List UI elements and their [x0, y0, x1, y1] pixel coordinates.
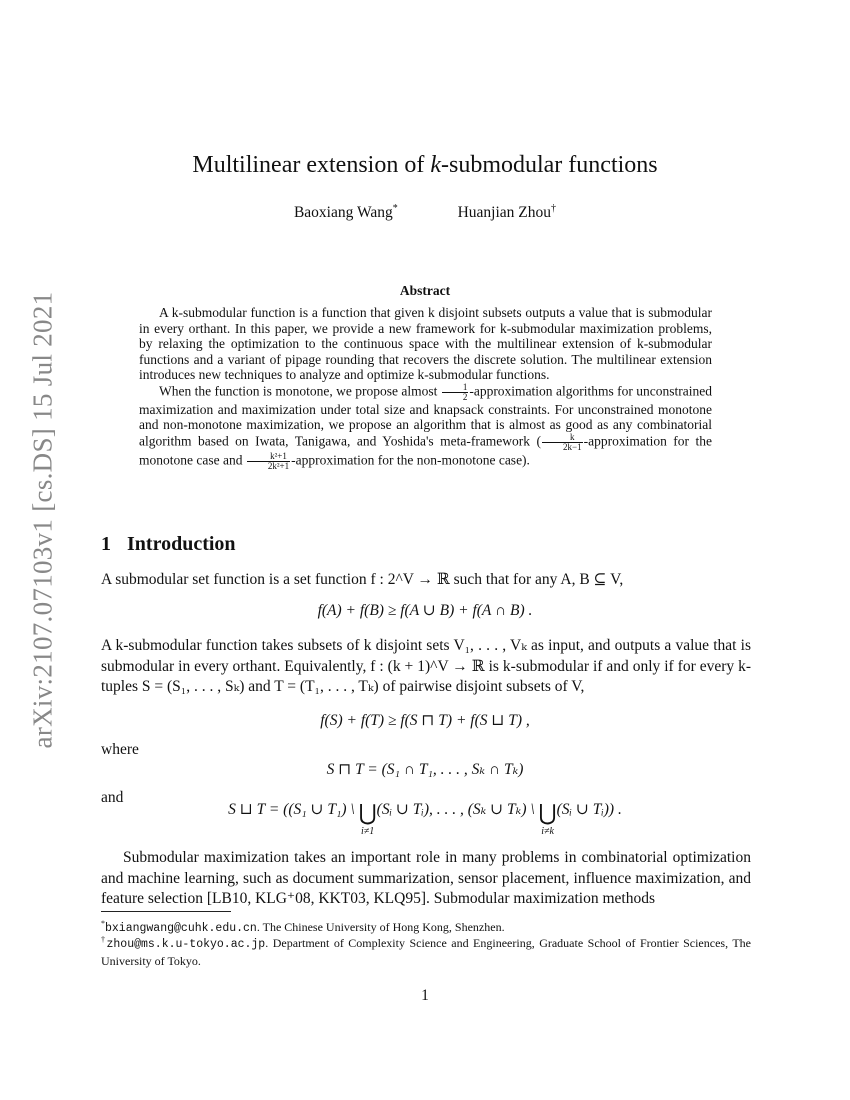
equation-join: S ⊔ T = ((S₁ ∪ T₁) \ ⋃ i≠1 (Sᵢ ∪ Tᵢ), . . . , (Sₖ ∪ Tₖ) \ ⋃ i≠k (Sᵢ ∪ Tᵢ)) . [228, 800, 622, 837]
fraction-k-over-2k-1: $\frac{k}{2k-1}$ [542, 433, 583, 452]
author-2: Huanjian Zhou† [457, 203, 557, 222]
fraction-nonmonotone: $\frac{\text{k²+1}}{\text{2k²+1}}$ [247, 452, 290, 471]
intro-paragraph-3: Submodular maximization takes an important role in many problems in combinatorial optimization and machine learning, such as document summarization, sensor placement, influence maximization, and feature selection [LB10, KLG⁺08, KKT03, KLQ95]. Submodular maximization methods [101, 849, 751, 907]
footnote-1: *bxiangwang@cuhk.edu.cn. The Chinese University of Hong Kong, Shenzhen. [101, 919, 505, 935]
where-label: where [101, 741, 139, 758]
abstract-paragraph-2: When the function is monotone, we propose almost $\frac{1}{2}$ -approximation algorithms for unconstrained maximization and maximization under total size and knapsack constraints. For unconstrained monotone and non-monotone maximization, we propose an algorithm that is almost as good as any combinatorial algorithm based on Iwata, Tanigawa, and Yoshida's meta-framework ( $\frac{k}{2k-1}$ -approximation for the monotone case and $\frac{\text{k²+1}}{\text{2k²+1}}$ -approximation for the non-monotone case). [139, 381, 712, 471]
abstract-paragraph-1: A k-submodular function is a function that given k disjoint subsets outputs a value that is submodular in every orthant. In this paper, we provide a new framework for k-submodular maximization problems, by relaxing the optimization to the continuous space with the multilinear extension of k-submodular functions and a variant of pipage rounding that recovers the discrete solution. The multilinear extension introduces new techniques to analyze and optimize k-submodular functions. [139, 305, 712, 382]
footnote-2: †zhou@ms.k.u-tokyo.ac.jp. Department of Complexity Science and Engineering, Graduate School of Frontier Sciences, The University of Tokyo. [101, 935, 751, 968]
section-heading: 1 Introduction [101, 533, 236, 555]
author-1: Baoxiang Wang* [293, 203, 398, 222]
arxiv-sidebar-stamp [18, 270, 68, 770]
equation-meet: S ⊓ T = (S₁ ∩ T₁, . . . , Sₖ ∩ Tₖ) [326, 761, 524, 778]
fraction-half: $\frac{1}{2}$ [442, 383, 469, 402]
intro-paragraph-2: A k-submodular function takes subsets of k disjoint sets V₁, . . . , Vₖ as input, and outputs a value that is submodular in every orthant. Equivalently, f : (k + 1)^V → ℝ is k-submodular if and only if for every k-tuples S = (S₁, . . . , Sₖ) and T = (T₁, . . . , Tₖ) of pairwise disjoint subsets of V, [101, 637, 751, 695]
equation-submodular: f(A) + f(B) ≥ f(A ∪ B) + f(A ∩ B) . [317, 602, 533, 619]
abstract-body [139, 305, 712, 471]
abstract-heading: Abstract [399, 283, 451, 298]
footnote-rule [101, 911, 231, 912]
equation-k-submodular: f(S) + f(T) ≥ f(S ⊓ T) + f(S ⊔ T) , [320, 712, 530, 729]
and-label: and [101, 789, 124, 806]
author-list [0, 203, 850, 222]
arxiv-id: arXiv:2107.07103v1 [cs.DS] 15 Jul 2021 [27, 291, 58, 749]
page-number: 1 [421, 987, 429, 1004]
paper-title: Multilinear extension of k-submodular functions [192, 152, 658, 178]
intro-paragraph-1: A submodular set function is a set function f : 2^V → ℝ such that for any A, B ⊆ V, [101, 571, 624, 588]
